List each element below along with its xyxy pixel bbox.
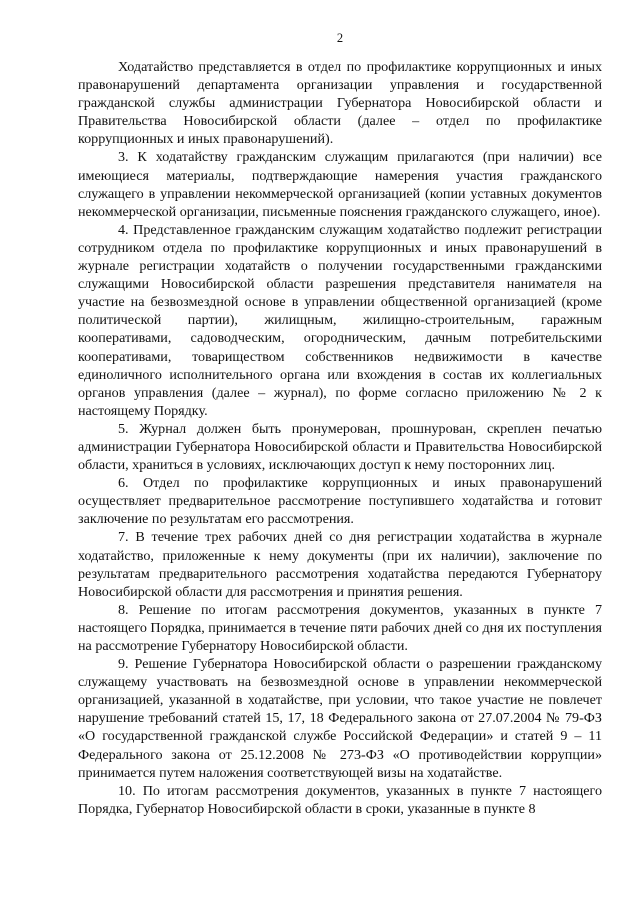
paragraph-9-governor-decision: 9. Решение Губернатора Новосибирской области о разрешении гражданскому служащему участвовать на безвозмездной основе в управлении некоммерческой организацией, указанной в ходатайстве, при условии, что такое участие не повлечет нарушение требований статей 15, 17, 18 Федерального закона от 27.07.2004 № 79-ФЗ «О государственной гражданской службе Российской Федерации» и статей 9 – 11 Федерального закона от 25.12.2008 № 273-ФЗ «О противодействии коррупции» принимается путем наложения соответствующей визы на ходатайстве. (78, 656, 602, 781)
paragraph-3-attachments: 3. К ходатайству гражданским служащим прилагаются (при наличии) все имеющиеся материалы, подтверждающие намерения участия гражданского служащего в управлении некоммерческой организацией (копии уставных документов некоммерческой организации, письменные пояснения гражданского служащего, иное). (78, 149, 602, 220)
paragraph-petition-submission: Ходатайство представляется в отдел по профилактике коррупционных и иных правонарушений департамента организации управления и государственной гражданской службы администрации Губернатора Новосибирской области и Правительства Новосибирской области (далее – отдел по профилактике коррупционных и иных правонарушений). (78, 59, 602, 148)
paragraph-6-preliminary-review: 6. Отдел по профилактике коррупционных и иных правонарушений осуществляет предварительное рассмотрение поступившего ходатайства и готовит заключение по результатам его рассмотрения. (78, 475, 602, 528)
paragraph-4-registration: 4. Представленное гражданским служащим ходатайство подлежит регистрации сотрудником отдела по профилактике коррупционных и иных правонарушений в журнале регистрации ходатайств о получении государственными гражданскими служащими Новосибирской области разрешения представителя нанимателя на участие на безвозмездной основе в управлении общественной организацией (кроме политической партии), жилищным, жилищно-строительным, гаражным кооперативами, садоводческим, огородническим, дачным потребительскими кооперативами, товариществом собственников недвижимости в качестве единоличного исполнительного органа или вхождения в состав их коллегиальных органов управления (далее – журнал), по форме согласно приложению № 2 к настоящему Порядку. (78, 221, 602, 419)
paragraph-10-results: 10. По итогам рассмотрения документов, указанных в пункте 7 настоящего Порядка, Губернатор Новосибирской области в сроки, указанные в пункте 8 (78, 782, 602, 817)
paragraph-7-transfer: 7. В течение трех рабочих дней со дня регистрации ходатайства в журнале ходатайство, приложенные к нему документы (при их наличии), заключение по результатам предварительного рассмотрения ходатайства передаются Губернатору Новосибирской области для рассмотрения и принятия решения. (78, 529, 602, 600)
paragraph-8-decision-term: 8. Решение по итогам рассмотрения документов, указанных в пункте 7 настоящего Порядка, принимается в течение пяти рабочих дней со дня их поступления на рассмотрение Губернатору Новосибирской области. (78, 601, 602, 654)
page-number: 2 (336, 31, 344, 45)
paragraph-5-journal: 5. Журнал должен быть пронумерован, прошнурован, скреплен печатью администрации Губернатора Новосибирской области и Правительства Новосибирской области, храниться в условиях, исключающих доступ к нему посторонних лиц. (78, 420, 602, 474)
